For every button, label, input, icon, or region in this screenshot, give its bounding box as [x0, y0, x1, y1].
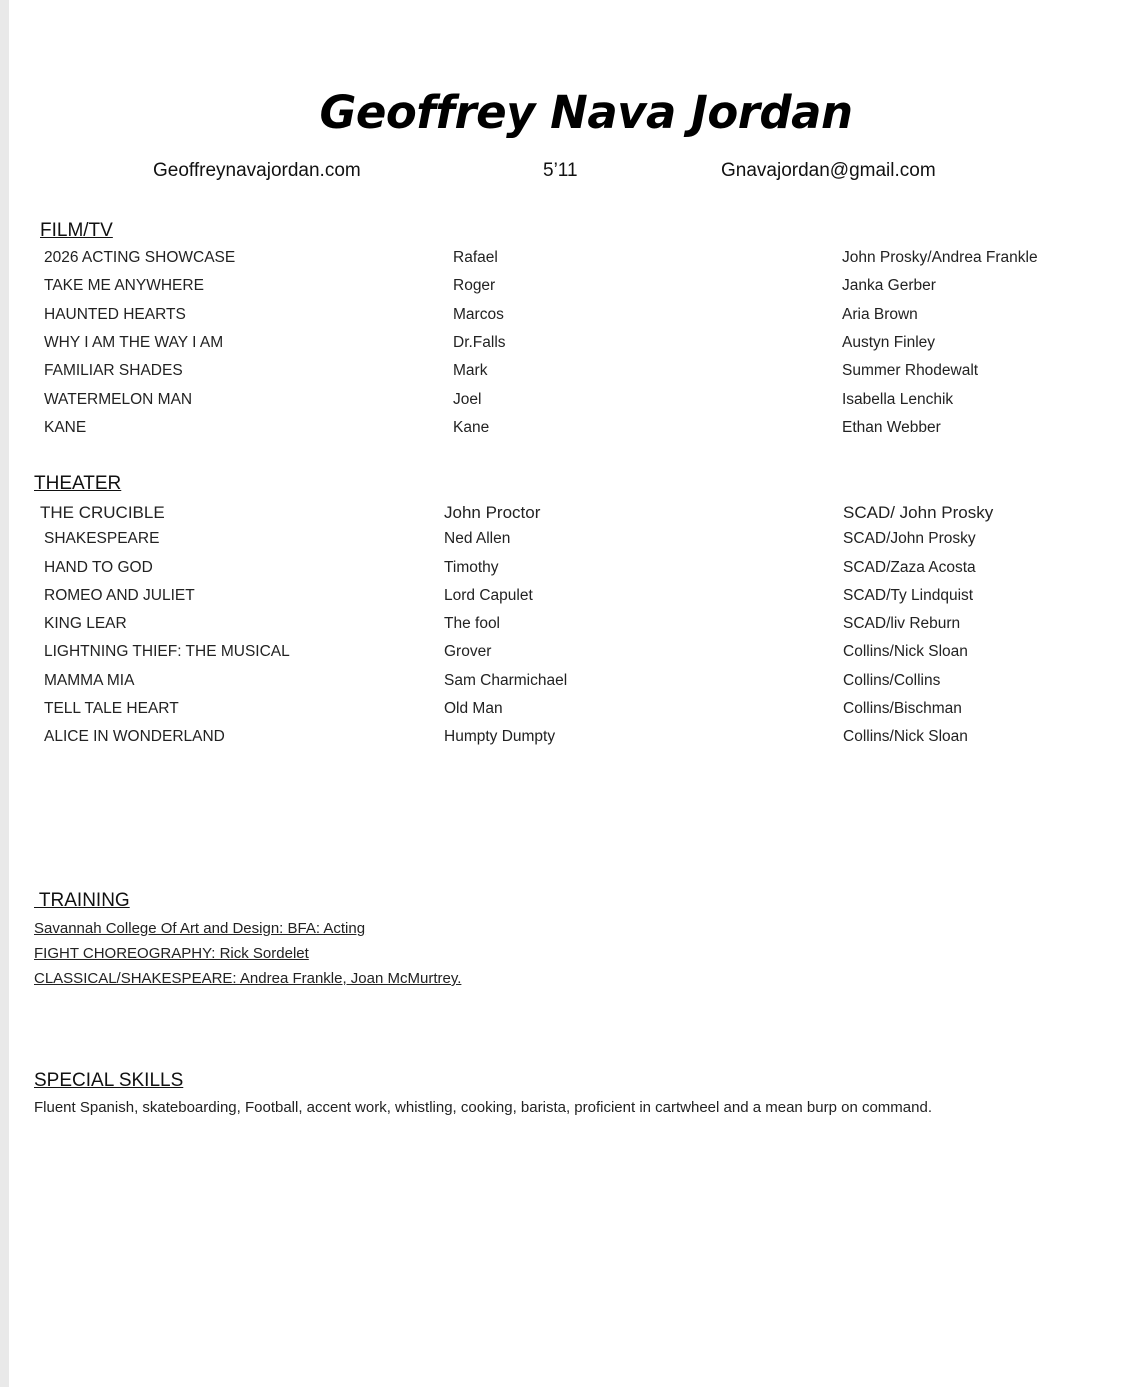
theater-role: Ned Allen: [444, 530, 511, 547]
film-title: KANE: [44, 419, 87, 436]
film-title: WATERMELON MAN: [44, 391, 193, 408]
theater-role: The fool: [444, 615, 501, 632]
theater-director: Collins/Nick Sloan: [843, 728, 968, 745]
theater-role: Humpty Dumpty: [444, 728, 556, 745]
theater-title: THE CRUCIBLE: [40, 503, 165, 522]
theater-title: MAMMA MIA: [44, 672, 135, 689]
film-director: Austyn Finley: [842, 334, 936, 351]
theater-title: ALICE IN WONDERLAND: [44, 728, 225, 745]
film-title: FAMILIAR SHADES: [44, 362, 183, 379]
website-text: Geoffreynavajordan.com: [153, 160, 361, 181]
email-text: Gnavajordan@gmail.com: [721, 160, 936, 181]
theater-heading: THEATER: [34, 473, 122, 494]
film-director: Janka Gerber: [842, 277, 936, 294]
film-role: Marcos: [453, 306, 504, 323]
theater-role: Lord Capulet: [444, 587, 533, 604]
training-item: FIGHT CHOREOGRAPHY: Rick Sordelet: [34, 945, 309, 962]
actor-name: Geoffrey Nava Jordan: [319, 86, 853, 139]
theater-title: HAND TO GOD: [44, 559, 153, 576]
training-heading: TRAINING: [34, 890, 130, 911]
film-role: Roger: [453, 277, 496, 294]
theater-role: John Proctor: [444, 503, 541, 522]
theater-director: SCAD/Zaza Acosta: [843, 559, 976, 576]
film-role: Kane: [453, 419, 490, 436]
film-tv-heading: FILM/TV: [40, 220, 113, 241]
film-director: Aria Brown: [842, 306, 918, 323]
theater-role: Sam Charmichael: [444, 672, 568, 689]
theater-title: ROMEO AND JULIET: [44, 587, 195, 604]
training-item: CLASSICAL/SHAKESPEARE: Andrea Frankle, Joan McMurtrey.: [34, 970, 462, 987]
theater-title: SHAKESPEARE: [44, 530, 160, 547]
special-skills-text: Fluent Spanish, skateboarding, Football, accent work, whistling, cooking, barista, proficient in cartwheel and a mean burp on command.: [34, 1099, 932, 1116]
theater-director: Collins/Nick Sloan: [843, 643, 968, 660]
film-director: Isabella Lenchik: [842, 391, 954, 408]
theater-director: SCAD/Ty Lindquist: [843, 587, 974, 604]
theater-role: Old Man: [444, 700, 503, 717]
theater-director: Collins/Collins: [843, 672, 941, 689]
theater-title: LIGHTNING THIEF: THE MUSICAL: [44, 643, 290, 660]
theater-role: Timothy: [444, 559, 499, 576]
film-role: Joel: [453, 391, 482, 408]
film-director: John Prosky/Andrea Frankle: [842, 249, 1038, 266]
film-director: Ethan Webber: [842, 419, 941, 436]
theater-title: KING LEAR: [44, 615, 127, 632]
theater-director: Collins/Bischman: [843, 700, 962, 717]
film-role: Rafael: [453, 249, 498, 266]
theater-director: SCAD/liv Reburn: [843, 615, 961, 632]
training-item: Savannah College Of Art and Design: BFA: Acting: [34, 920, 366, 937]
theater-director: SCAD/ John Prosky: [843, 503, 994, 522]
theater-role: Grover: [444, 643, 492, 660]
film-title: TAKE ME ANYWHERE: [44, 277, 204, 294]
film-director: Summer Rhodewalt: [842, 362, 979, 379]
theater-title: TELL TALE HEART: [44, 700, 179, 717]
theater-director: SCAD/John Prosky: [843, 530, 976, 547]
film-role: Dr.Falls: [453, 334, 506, 351]
resume-page: [9, 0, 1134, 1387]
page-left-border: [0, 0, 9, 1387]
film-title: WHY I AM THE WAY I AM: [44, 334, 224, 351]
height-text: 5’11: [543, 160, 578, 181]
film-title: HAUNTED HEARTS: [44, 306, 186, 323]
special-skills-heading: SPECIAL SKILLS: [34, 1070, 184, 1091]
film-title: 2026 ACTING SHOWCASE: [44, 249, 236, 266]
film-role: Mark: [453, 362, 488, 379]
